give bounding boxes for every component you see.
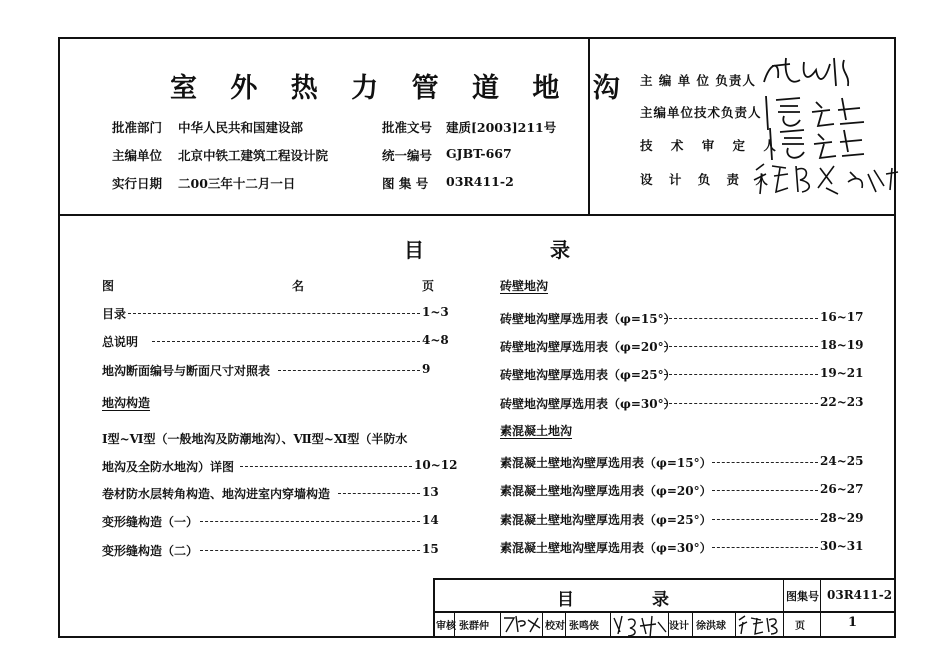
cell-sep [692, 611, 693, 638]
section-brick: 砖壁地沟 [500, 279, 549, 293]
toc-page: 24~25 [820, 454, 864, 468]
toc-item-brick-15[interactable]: 砖壁地沟壁厚选用表（φ=15°） [500, 312, 676, 326]
cell-sep [500, 611, 501, 638]
toc-page: 18~19 [820, 338, 864, 352]
header-vertical-divider [588, 37, 590, 215]
approval-doc-label: 批准文号 [382, 120, 433, 135]
toc-structure-line1[interactable]: Ⅰ型~Ⅵ型（一般地沟及防潮地沟）、Ⅶ型~Ⅺ型（半防水 [102, 432, 408, 446]
leader-line [664, 403, 818, 404]
leader-line [712, 490, 818, 491]
toc-item-concrete-25[interactable]: 素混凝土壁地沟壁厚选用表（φ=25°） [500, 513, 712, 527]
editor-unit: 北京中铁工建筑工程设计院 [178, 148, 329, 163]
toc-page: 15 [422, 542, 439, 556]
section-structure: 地沟构造 [102, 396, 151, 410]
page-label: 页 [795, 621, 805, 632]
leader-line [712, 519, 818, 520]
leader-line [128, 313, 420, 314]
leader-line [664, 346, 818, 347]
toc-item-joint-2[interactable]: 变形缝构造（二） [102, 544, 199, 558]
signature-check [612, 612, 668, 640]
col-fig: 图 [102, 279, 115, 293]
titleblock-name-right: 录 [652, 590, 669, 610]
design-label: 设计 [669, 621, 689, 632]
page-value: 1 [848, 615, 858, 630]
toc-item-contents[interactable]: 目录 [102, 307, 127, 321]
leader-line [278, 370, 420, 371]
leader-line [200, 521, 420, 522]
leader-line [200, 550, 420, 551]
check-label: 校对 [545, 621, 565, 632]
leader-line [338, 493, 420, 494]
approval-dept: 中华人民共和国建设部 [178, 120, 304, 135]
toc-item-general[interactable]: 总说明 [102, 335, 139, 349]
review-label: 审核 [436, 621, 456, 632]
col-name: 名 [292, 279, 305, 293]
cell-sep [565, 611, 566, 638]
toc-heading-left: 目 [404, 238, 424, 262]
signature-design [737, 612, 783, 636]
toc-page: 22~23 [820, 395, 864, 409]
toc-page: 13 [422, 485, 439, 499]
toc-item-brick-20[interactable]: 砖壁地沟壁厚选用表（φ=20°） [500, 340, 676, 354]
signature-review [502, 612, 542, 636]
editor-unit-label: 主编单位 [112, 148, 163, 163]
toc-page: 4~8 [422, 333, 449, 347]
cell-sep [610, 611, 611, 638]
toc-item-joint-1[interactable]: 变形缝构造（一） [102, 515, 199, 529]
leader-line [664, 374, 818, 375]
cell-sep [735, 611, 736, 638]
titleblock-top [433, 578, 896, 580]
tech-review-label: 技 术 审 定 人 [640, 138, 783, 153]
toc-item-concrete-15[interactable]: 素混凝土壁地沟壁厚选用表（φ=15°） [500, 456, 712, 470]
toc-page: 10~12 [414, 458, 458, 472]
review-name: 张群仲 [459, 621, 489, 632]
header-divider [58, 214, 896, 216]
chief-unit-label: 主 编 单 位 负责人 [640, 73, 756, 88]
titleblock-name-left: 目 [557, 590, 574, 610]
titleblock-div2 [820, 578, 821, 638]
toc-item-brick-25[interactable]: 砖壁地沟壁厚选用表（φ=25°） [500, 368, 676, 382]
page-title: 室 外 热 力 管 道 地 沟 [170, 73, 632, 104]
toc-page: 26~27 [820, 482, 864, 496]
toc-page: 14 [422, 513, 439, 527]
titleblock-left [433, 578, 435, 638]
design-lead-label: 设 计 负 责 人 [640, 172, 774, 187]
toc-page: 28~29 [820, 511, 864, 525]
leader-line [152, 341, 420, 342]
titleblock-atlas-label: 图集号 [786, 590, 819, 603]
approval-dept-label: 批准部门 [112, 120, 163, 135]
toc-item-concrete-20[interactable]: 素混凝土壁地沟壁厚选用表（φ=20°） [500, 484, 712, 498]
atlas-no-label: 图 集 号 [382, 176, 429, 191]
toc-page: 19~21 [820, 366, 864, 380]
toc-page: 9 [422, 362, 431, 376]
toc-heading-right: 录 [550, 238, 570, 262]
titleblock-atlas-value: 03R411-2 [827, 588, 893, 602]
toc-item-section-table[interactable]: 地沟断面编号与断面尺寸对照表 [102, 364, 271, 378]
effective-date: 二00三年十二月一日 [178, 176, 296, 191]
toc-item-brick-30[interactable]: 砖壁地沟壁厚选用表（φ=30°） [500, 397, 676, 411]
titleblock-div1 [783, 578, 784, 638]
effective-date-label: 实行日期 [112, 176, 163, 191]
atlas-no: 03R411-2 [446, 174, 514, 189]
chief-tech-label: 主编单位技术负责人 [640, 105, 762, 120]
leader-line [240, 466, 412, 467]
section-concrete: 素混凝土地沟 [500, 424, 573, 438]
toc-item-concrete-30[interactable]: 素混凝土壁地沟壁厚选用表（φ=30°） [500, 541, 712, 555]
col-page: 页 [422, 279, 435, 293]
unified-no-label: 统一编号 [382, 148, 433, 163]
toc-page: 16~17 [820, 310, 864, 324]
toc-page: 30~31 [820, 539, 864, 553]
leader-line [664, 318, 818, 319]
leader-line [712, 462, 818, 463]
check-name: 张鸣侠 [569, 621, 599, 632]
approval-doc: 建质[2003]211号 [446, 120, 557, 135]
signature-chief-unit [760, 52, 860, 94]
cell-sep [542, 611, 543, 638]
unified-no: GJBT-667 [446, 146, 512, 161]
signature-design-lead [752, 158, 902, 198]
leader-line [712, 547, 818, 548]
toc-item-waterproof[interactable]: 卷材防水层转角构造、地沟进室内穿墙构造 [102, 487, 331, 501]
toc-item-structure-detail[interactable]: 地沟及全防水地沟）详图 [102, 460, 235, 474]
design-name: 徐洪球 [696, 621, 726, 632]
toc-page: 1~3 [422, 305, 449, 319]
